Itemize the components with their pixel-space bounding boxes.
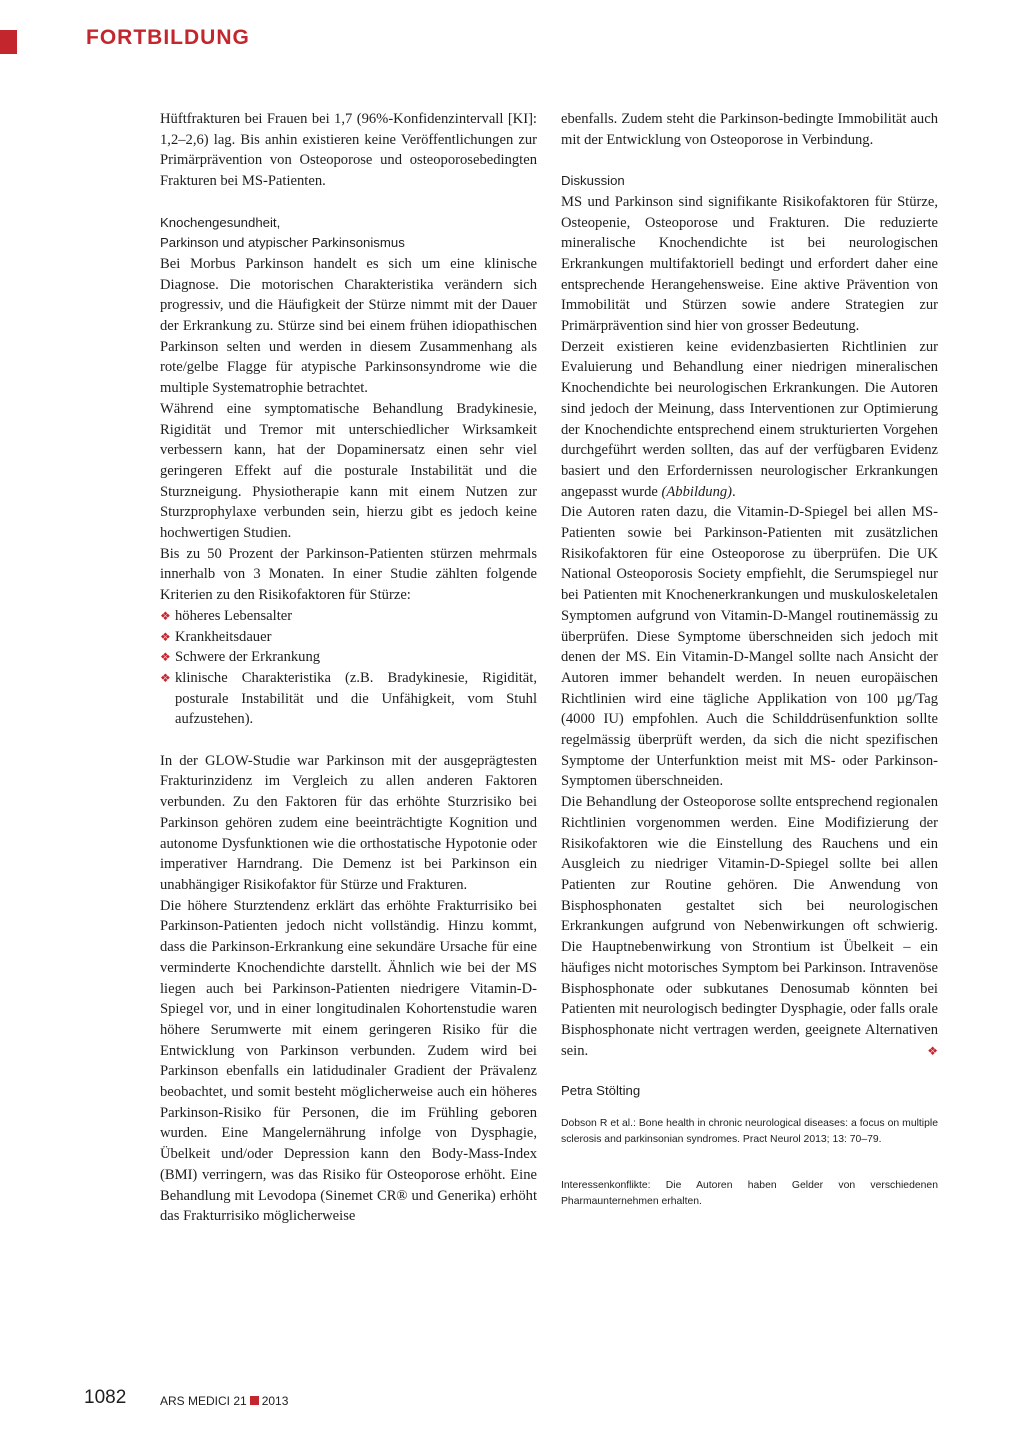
- reference: Dobson R et al.: Bone health in chronic neurological diseases: a focus on multiple sclerosis and parkinsonian syndromes. Pract Neurol 2013; 13: 70–79.: [561, 1118, 938, 1146]
- list-item-text: Krankheitsdauer: [175, 628, 272, 645]
- list-item: [160, 668, 537, 730]
- list-item-text: Schwere der Erkrankung: [175, 649, 321, 666]
- heading-line: Knochengesundheit,: [160, 214, 281, 230]
- bullet-icon: ❖: [160, 629, 171, 644]
- risk-factor-list: [160, 606, 537, 730]
- paragraph-text: Die Behandlung der Osteoporose sollte entsprechend regionalen Richtlinien vorgenommen werden. Eine Modifizierung der Risikofaktoren wie die Einstellung des Rauchens und ein Ausgleich zu niedriger Vitamin-D-Spiegel sollte bei allen Patienten zur Routine gehören. Die Anwendung von Bisphosphonaten gestaltet sich bei neurologischen Erkrankungen aufgrund von Nebenwirkungen oft schwierig. Die Hauptnebenwirkung von Strontium ist Übelkeit – ein häufiges nicht motorisches Symptom bei Parkinson. Intravenöse Bisphosphonate oder subkutanes Denosumab könnten bei Patienten mit neurologisch bedingter Dysphagie, oder falls orale Bisphosphonate nicht vertragen werden, geeignete Alternativen sein.: [561, 794, 938, 1059]
- paragraph: MS und Parkinson sind signifikante Risikofaktoren für Stürze, Osteopenie, Osteoporose und Frakturen. Die reduzierte mineralische Knochendichte ist bei neurologischen Erkrankungen multifaktoriell bedingt und erfordert daher eine entsprechende Herangehensweise. Eine aktive Prävention von Immobilität und Stürzen sowie andere Strategien zur Primärprävention sind hier von grosser Bedeutung.: [561, 193, 938, 335]
- author: Petra Stölting: [561, 1083, 641, 1099]
- list-item-text: klinische Charakteristika (z.B. Bradykinesie, Rigidität, posturale Instabilität und die Unfähigkeit, vom Stuhl aufzustehen).: [175, 669, 537, 728]
- bullet-icon: ❖: [160, 670, 171, 685]
- figure-reference: (Abbildung): [661, 483, 733, 500]
- paragraph: ebenfalls. Zudem steht die Parkinson-bedingte Immobilität auch mit der Entwicklung von Osteoporose in Verbindung.: [561, 111, 938, 148]
- bullet-icon: ❖: [160, 608, 171, 623]
- paragraph: Hüftfrakturen bei Frauen bei 1,7 (96%-Konfidenzintervall [KI]: 1,2–2,6) lag. Bis anhin existieren keine Veröffentlichungen zur Primärprävention von Osteoporose und osteoporosebedingten Frakturen bei MS-Patienten.: [160, 111, 537, 190]
- left-column: [160, 109, 537, 1227]
- list-item: [160, 627, 537, 648]
- header-accent-bar: [0, 30, 17, 54]
- list-item-text: höheres Lebensalter: [175, 607, 293, 624]
- paragraph: [561, 792, 938, 1061]
- section-label: FORTBILDUNG: [86, 26, 250, 49]
- paragraph: In der GLOW-Studie war Parkinson mit der ausgeprägtesten Frakturinzidenz im Vergleich zu allen anderen Faktoren verbunden. Zu den Faktoren für das erhöhte Sturzrisiko bei Parkinson gehören zudem eine beeinträchtigte Kognition und autonome Dysfunktionen wie die orthostatische Hypotonie oder imperativer Harndrang. Die Demenz ist bei Parkinson ein unabhängiger Risikofaktor für Stürze und Frakturen.: [160, 752, 537, 893]
- conflict-of-interest: Interessenkonflikte: Die Autoren haben Gelder von verschiedenen Pharmaunternehmen erhalten.: [561, 1180, 938, 1208]
- section-heading-diskussion: Diskussion: [561, 173, 625, 189]
- section-heading: [160, 213, 537, 254]
- paragraph: [561, 337, 938, 503]
- list-item: [160, 606, 537, 627]
- paragraph: Die Autoren raten dazu, die Vitamin-D-Spiegel bei allen MS-Patienten sowie bei Parkinson-Patienten mit zusätzlichen Risikofaktoren für eine Osteoporose zu überprüfen. Die UK National Osteoporosis Society empfiehlt, die Serumspiegel nur bei Patienten mit Knochenerkrankungen und muskuloskeletalen Symptomen aufgrund von Vitamin-D-Mangel routinemässig zu überprüfen. Diese Symptome überschneiden sich jedoch mit denen der MS. Ein Vitamin-D-Mangel sollte nach Ansicht der Autoren immer behandelt werden. In neuen europäischen Richtlinien wird eine tägliche Applikation von 100 µg/Tag (4000 IU) empfohlen. Auch die Schilddrüsenfunktion sollte regelmässig überprüft werden, da sich die nicht spezifischen Symptome der Unterfunktion meist mit MS- oder Parkinson-Symptomen überschneiden.: [561, 504, 938, 790]
- journal-name: ARS MEDICI 21: [160, 1394, 247, 1408]
- journal-footer: [160, 1394, 288, 1408]
- right-column: [561, 109, 938, 1210]
- page-number: 1082: [84, 1387, 127, 1408]
- bullet-icon: ❖: [160, 650, 171, 665]
- heading-line: Parkinson und atypischer Parkinsonismus: [160, 235, 405, 251]
- journal-year: 2013: [261, 1394, 289, 1408]
- paragraph-text: .: [732, 483, 736, 500]
- paragraph-text: Derzeit existieren keine evidenzbasierten Richtlinien zur Evaluierung und Behandlung einer niedrigen mineralischen Knochendichte bei neurologischen Erkrankungen. Die Autoren sind jedoch der Meinung, dass Interventionen zur Optimierung der Knochendichte entsprechend einem strukturierten Vorgehen durchgeführt werden sollten, das auf der verfügbaren Evidenz basiert und den Erfordernissen neurologischer Erkrankungen angepasst wurde: [561, 338, 938, 500]
- footer-square-icon: [250, 1396, 259, 1405]
- paragraph: Bei Morbus Parkinson handelt es sich um eine klinische Diagnose. Die motorischen Charakteristika verändern sich progressiv, und die Häufigkeit der Stürze nimmt mit der Dauer der Erkrankung zu. Stürze sind bei einem frühen idiopathischen Parkinson selten und werden in diesem Zusammenhang als rote/gelbe Flagge für atypische Parkinsonsyndrome wie die multiple Systematrophie betrachtet.: [160, 255, 537, 397]
- end-mark-icon: ❖: [927, 1043, 938, 1058]
- list-item: [160, 647, 537, 668]
- paragraph: Während eine symptomatische Behandlung Bradykinesie, Rigidität und Tremor mit unterschiedlicher Wirksamkeit verbessern kann, hat der Dopaminersatz einen sehr viel geringeren Effekt auf die posturale Instabilität und die Sturzneigung. Physiotherapie kann mit einem Nutzen zur Sturzprophylaxe verbunden sein, hierzu gibt es jedoch keine hochwertigen Studien.: [160, 400, 537, 542]
- paragraph: Die höhere Sturztendenz erklärt das erhöhte Frakturrisiko bei Parkinson-Patienten jedoch nicht vollständig. Hinzu kommt, dass die Parkinson-Erkrankung eine sekundäre Ursache für eine verminderte Knochendichte darstellt. Ähnlich wie bei der MS liegen auch bei Parkinson-Patienten niedrigere Vitamin-D-Spiegel vor, und in einer longitudinalen Kohortenstudie waren höhere Serumwerte mit einem geringeren Risiko für die Entwicklung von Parkinson verbunden. Zudem wird bei Parkinson ebenfalls ein latidudinaler Gradient der Prävalenz beobachtet, und somit besteht möglicherweise auch ein höheres Parkinson-Risiko für Personen, die im Frühling geboren wurden. Eine Mangelernährung infolge von Dysphagie, Übelkeit und/oder Depression kann den Body-Mass-Index (BMI) verringern, was das Risiko für Osteoporose erhöht. Eine Behandlung mit Levodopa (Sinemet CR® und Generika) erhöht das Frakturrisiko möglicherweise: [160, 897, 537, 1225]
- paragraph: Bis zu 50 Prozent der Parkinson-Patienten stürzen mehrmals innerhalb von 3 Monaten. In einer Studie zählten folgende Kriterien zu den Risikofaktoren für Stürze:: [160, 545, 537, 604]
